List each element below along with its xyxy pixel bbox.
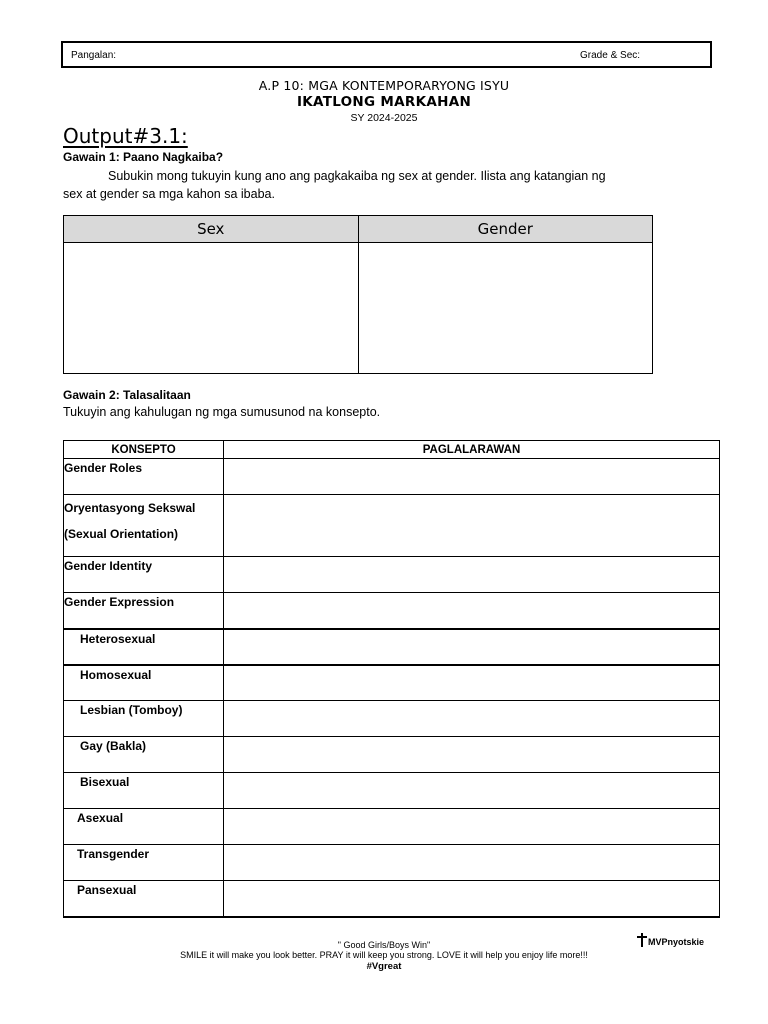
quarter-title: IKATLONG MARKAHAN xyxy=(296,94,472,110)
konsepto-cell: Heterosexual xyxy=(64,629,224,665)
paglalarawan-cell[interactable] xyxy=(224,773,720,809)
gawain1-title: Gawain 1: Paano Nagkaiba? xyxy=(63,150,224,164)
konsepto-cell: Gender Roles xyxy=(64,459,224,495)
name-grade-box xyxy=(61,41,712,68)
table-row xyxy=(64,459,720,495)
brand-text: MVPnyotskie xyxy=(648,937,705,947)
paglalarawan-cell[interactable] xyxy=(224,809,720,845)
sex-answer-box[interactable] xyxy=(64,243,359,374)
gender-header: Gender xyxy=(358,216,653,243)
paglalarawan-cell[interactable] xyxy=(224,495,720,557)
sex-header: Sex xyxy=(64,216,359,243)
grade-section-label: Grade & Sec: xyxy=(580,50,641,61)
table-row xyxy=(64,629,720,665)
paglalarawan-cell[interactable] xyxy=(224,629,720,665)
gender-answer-box[interactable] xyxy=(358,243,653,374)
paglalarawan-cell[interactable] xyxy=(224,593,720,629)
paglalarawan-cell[interactable] xyxy=(224,845,720,881)
konsepto-cell: Asexual xyxy=(64,809,224,845)
konsepto-cell: Pansexual xyxy=(64,881,224,917)
table-row xyxy=(64,665,720,701)
konsepto-header: KONSEPTO xyxy=(64,441,224,459)
konsepto-cell: Transgender xyxy=(64,845,224,881)
sex-gender-table xyxy=(63,215,653,374)
paglalarawan-header: PAGLALARAWAN xyxy=(224,441,720,459)
footer-hashtag: #Vgreat xyxy=(366,961,402,972)
konsepto-cell: Gay (Bakla) xyxy=(64,737,224,773)
cross-icon xyxy=(637,933,647,947)
brand-mark xyxy=(637,933,704,947)
table-row xyxy=(64,557,720,593)
school-year: SY 2024-2025 xyxy=(350,112,418,124)
paglalarawan-cell[interactable] xyxy=(224,701,720,737)
table-row xyxy=(64,737,720,773)
paglalarawan-cell[interactable] xyxy=(224,737,720,773)
gawain1-instruction-text: Subukin mong tukuyin kung ano ang pagkakaiba ng sex at gender. Ilista ang katangian ng sex at gender sa mga kahon sa ibaba. xyxy=(63,169,606,201)
table-row xyxy=(64,845,720,881)
table-row xyxy=(64,495,720,557)
subject-title: A.P 10: MGA KONTEMPORARYONG ISYU xyxy=(258,78,510,93)
paglalarawan-cell[interactable] xyxy=(224,459,720,495)
table-row xyxy=(64,773,720,809)
konsepto-cell: Gender Identity xyxy=(64,557,224,593)
gawain1-instruction xyxy=(63,167,623,203)
konsepto-cell: Gender Expression xyxy=(64,593,224,629)
gawain2-title: Gawain 2: Talasalitaan xyxy=(63,388,191,402)
table-row xyxy=(64,593,720,629)
paglalarawan-cell[interactable] xyxy=(224,665,720,701)
gawain2-instruction: Tukuyin ang kahulugan ng mga sumusunod na konsepto. xyxy=(63,405,381,419)
paglalarawan-cell[interactable] xyxy=(224,557,720,593)
footer-quote: " Good Girls/Boys Win" xyxy=(337,940,431,950)
footer-motto: SMILE it will make you look better. PRAY it will keep you strong. LOVE it will help you enjoy life more!!! xyxy=(180,950,588,960)
konsepto-cell: Lesbian (Tomboy) xyxy=(64,701,224,737)
konsepto-cell: Oryentasyong Sekswal (Sexual Orientation) xyxy=(64,495,224,557)
paglalarawan-cell[interactable] xyxy=(224,881,720,917)
konsepto-table xyxy=(63,440,720,918)
table-row xyxy=(64,881,720,917)
output-label: Output#3.1: xyxy=(63,124,188,148)
table-row xyxy=(64,809,720,845)
konsepto-cell: Homosexual xyxy=(64,665,224,701)
table-row xyxy=(64,701,720,737)
name-label: Pangalan: xyxy=(71,50,117,61)
konsepto-cell: Bisexual xyxy=(64,773,224,809)
